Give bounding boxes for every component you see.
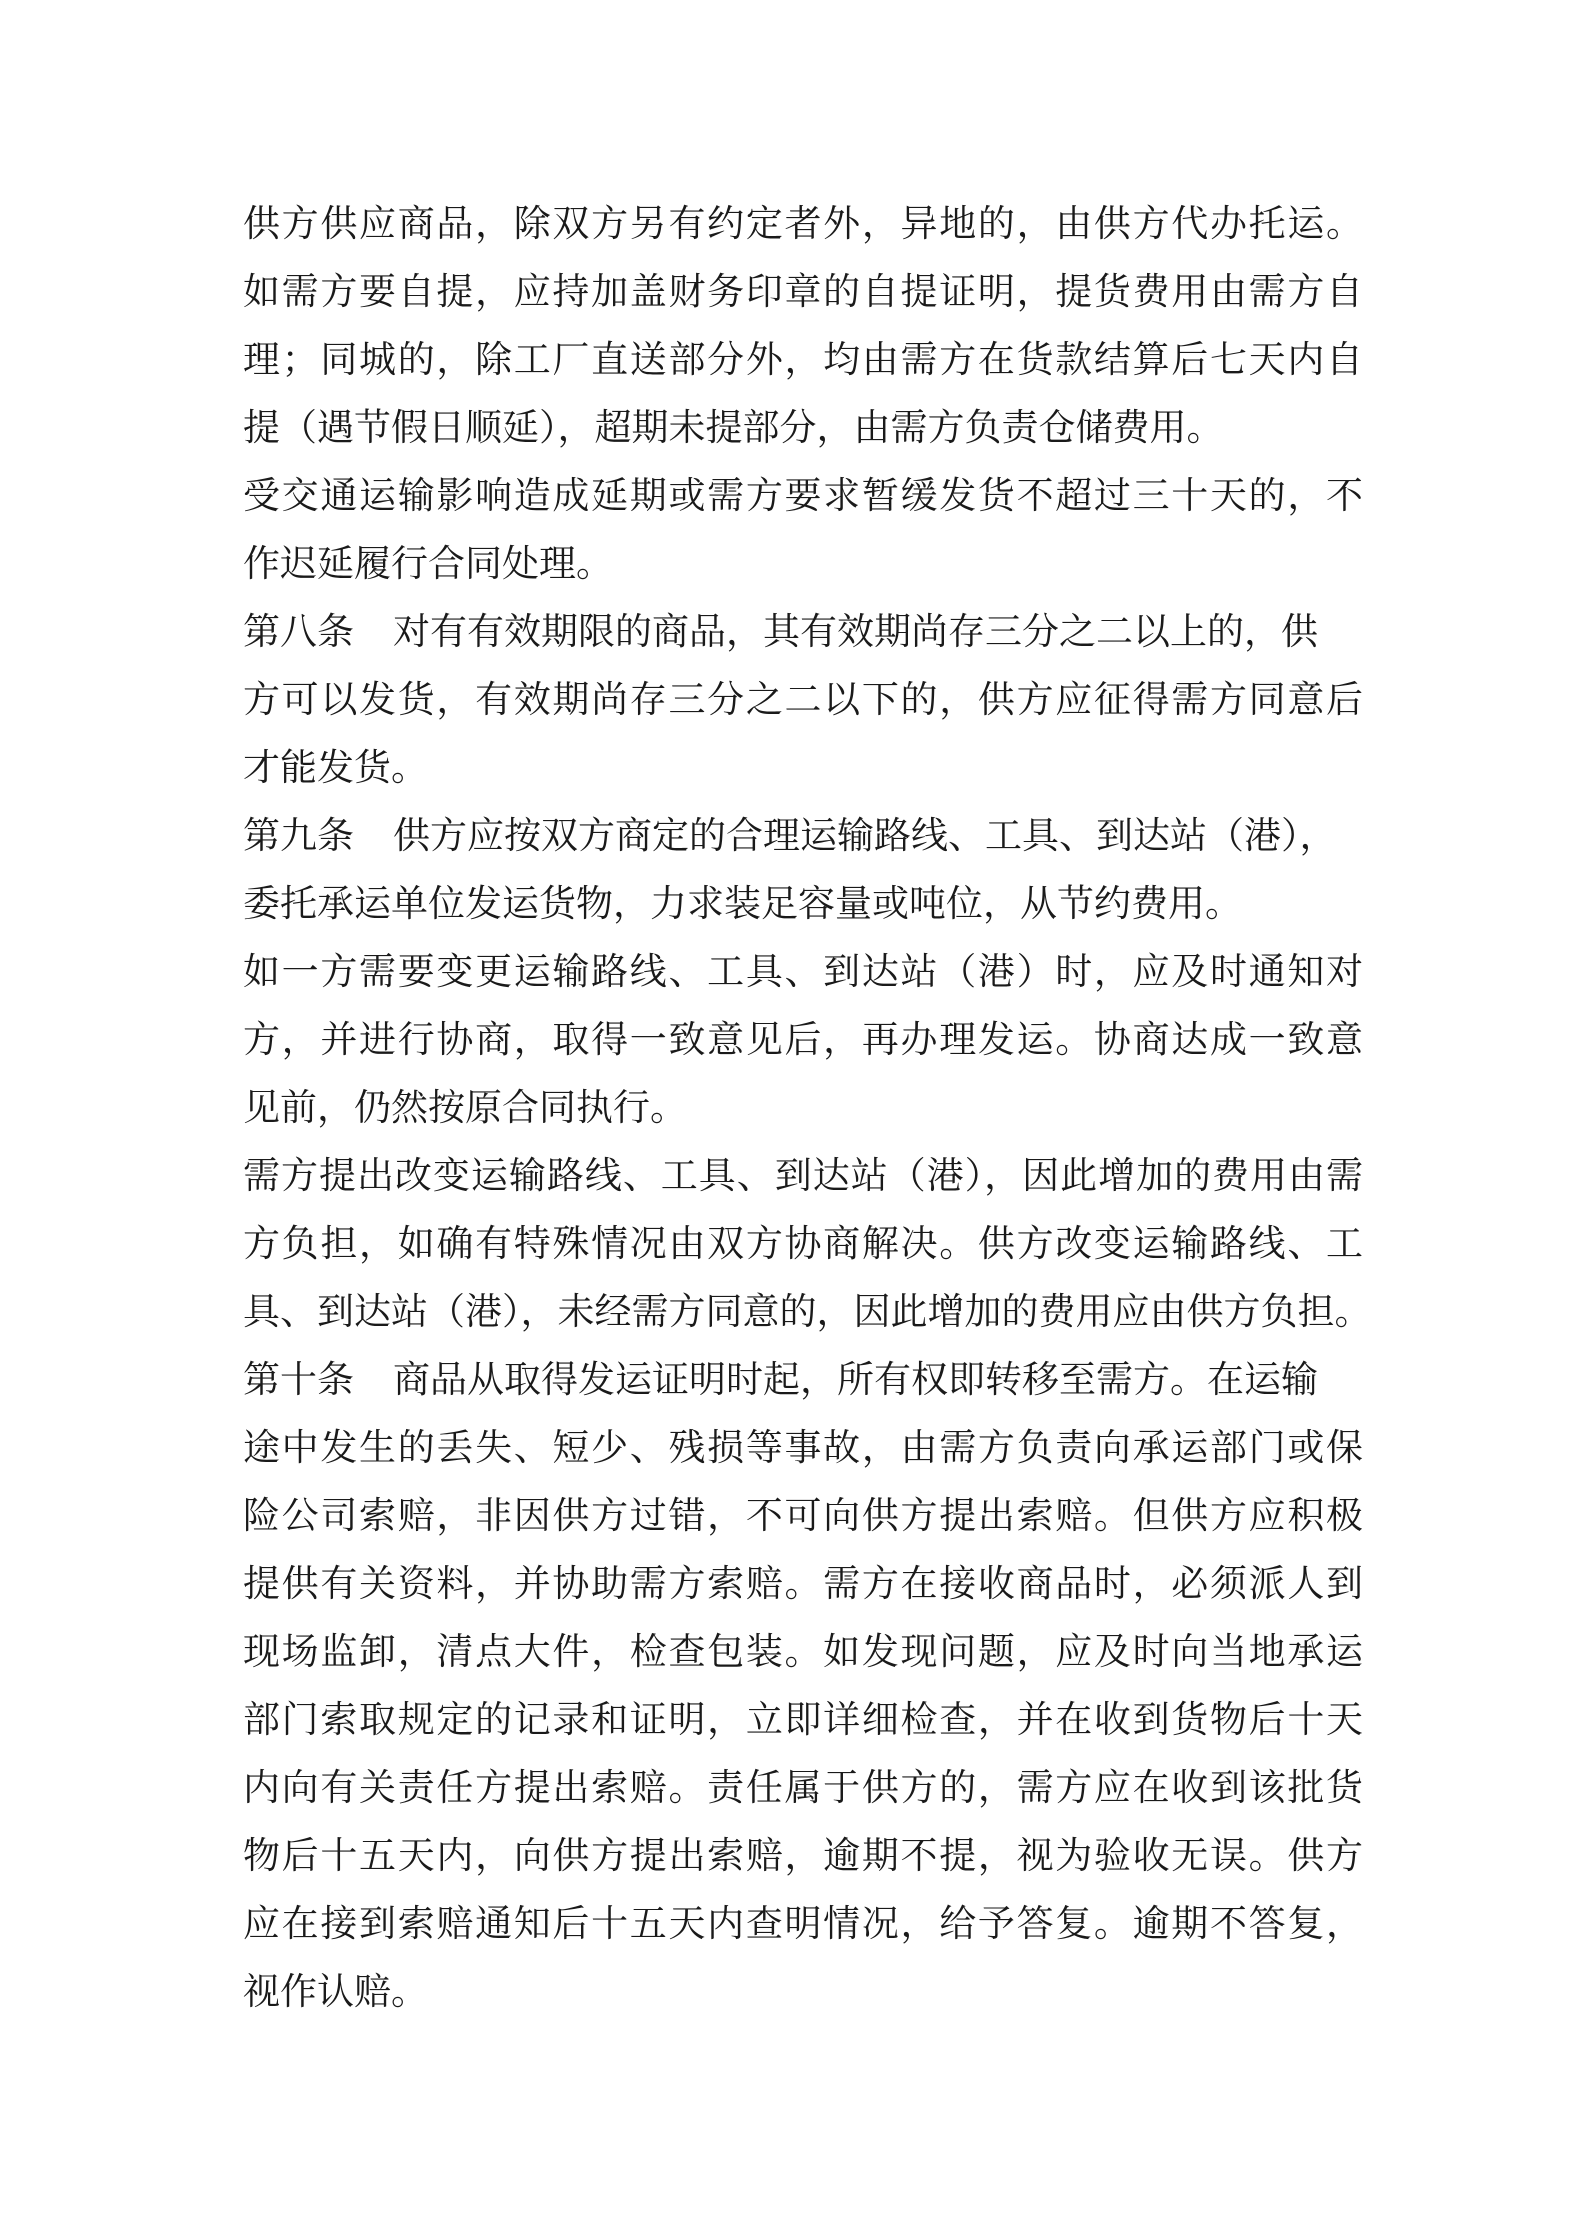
article-8-label: 第八条 [243,610,354,653]
text-line: 才能发货。 [243,746,428,789]
text-line: 对有有效期限的商品，其有效期尚存三分之二以上的，供 [393,610,1318,653]
article-9-label: 第九条 [243,814,354,857]
text-line: 理；同城的，除工厂直送部分外，均由需方在货款结算后七天内自 [243,338,1363,381]
text-line: 委托承运单位发运货物，力求装足容量或吨位，从节约费用。 [243,882,1242,925]
text-line: 供方供应商品，除双方另有约定者外，异地的，由供方代办托运。 [243,202,1363,245]
text-line: 现场监卸，清点大件，检查包装。如发现问题，应及时向当地承运 [243,1630,1363,1673]
text-line: 部门索取规定的记录和证明，立即详细检查，并在收到货物后十天 [243,1698,1363,1741]
text-line: 供方应按双方商定的合理运输路线、工具、到达站（港）， [393,814,1337,857]
text-line: 方，并进行协商，取得一致意见后，再办理发运。协商达成一致意 [243,1018,1363,1061]
text-line: 方负担，如确有特殊情况由双方协商解决。供方改变运输路线、工 [243,1222,1363,1265]
text-line: 受交通运输影响造成延期或需方要求暂缓发货不超过三十天的，不 [243,474,1363,517]
text-line: 需方提出改变运输路线、工具、到达站（港），因此增加的费用由需 [243,1154,1363,1197]
text-line: 如一方需要变更运输路线、工具、到达站（港）时，应及时通知对 [243,950,1363,993]
text-line: 作迟延履行合同处理。 [243,542,613,585]
text-line: 方可以发货，有效期尚存三分之二以下的，供方应征得需方同意后 [243,678,1363,721]
text-line: 具、到达站（港），未经需方同意的，因此增加的费用应由供方负担。 [243,1290,1372,1333]
text-line: 途中发生的丢失、短少、残损等事故，由需方负责向承运部门或保 [243,1426,1363,1469]
contract-text [243,190,1372,2026]
text-line: 见前，仍然按原合同执行。 [243,1086,687,1129]
text-line: 物后十五天内，向供方提出索赔，逾期不提，视为验收无误。供方 [243,1834,1363,1877]
text-line: 提供有关资料，并协助需方索赔。需方在接收商品时，必须派人到 [243,1562,1363,1605]
text-line: 商品从取得发运证明时起，所有权即转移至需方。在运输 [393,1358,1318,1401]
text-line: 应在接到索赔通知后十五天内查明情况，给予答复。逾期不答复， [243,1902,1363,1945]
article-8-line [243,598,1363,666]
article-10-line [243,1346,1363,1414]
text-line: 提（遇节假日顺延），超期未提部分，由需方负责仓储费用。 [243,406,1224,449]
text-line: 如需方要自提，应持加盖财务印章的自提证明，提货费用由需方自 [243,270,1363,313]
text-line: 险公司索赔，非因供方过错，不可向供方提出索赔。但供方应积极 [243,1494,1363,1537]
text-line: 内向有关责任方提出索赔。责任属于供方的，需方应在收到该批货 [243,1766,1363,1809]
article-10-label: 第十条 [243,1358,354,1401]
text-line: 视作认赔。 [243,1970,428,2013]
article-9-line [243,802,1363,870]
